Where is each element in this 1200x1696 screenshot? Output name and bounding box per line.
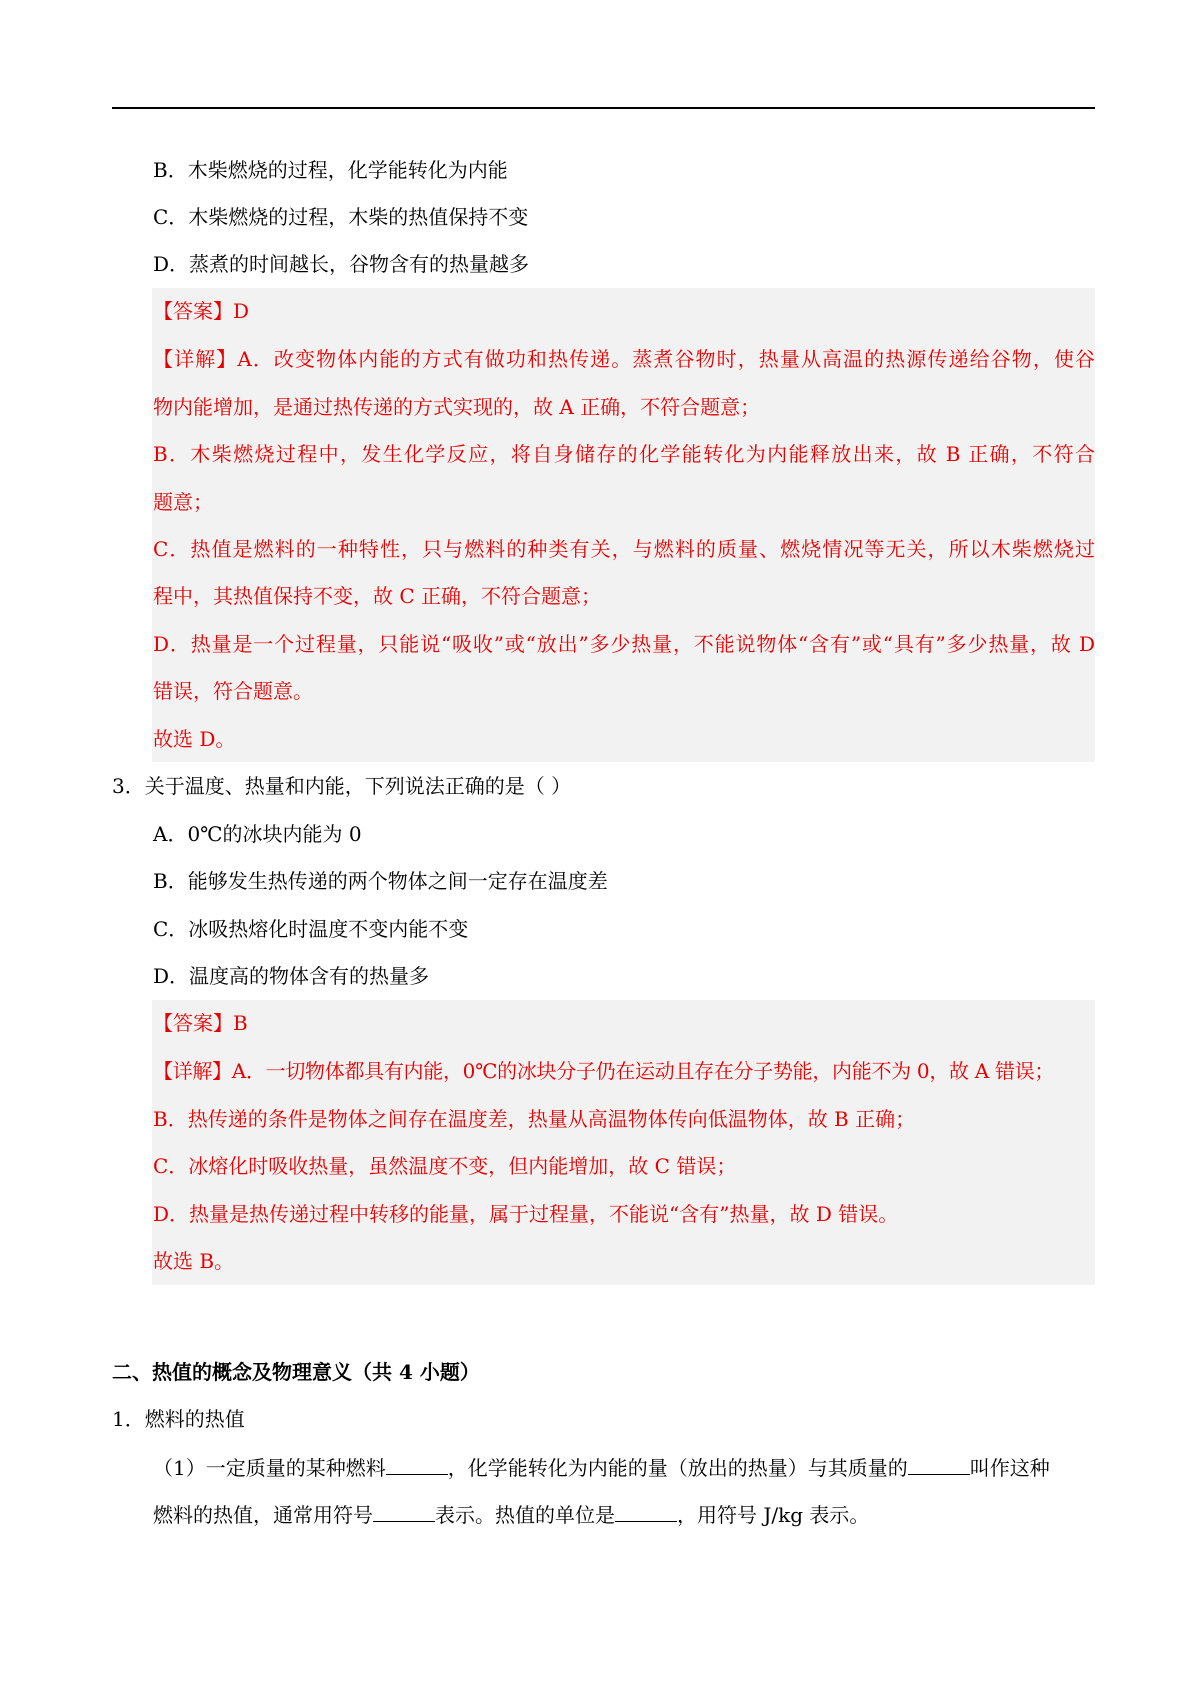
- detail-line: C．热值是燃料的一种特性，只与燃料的种类有关，与燃料的质量、燃烧情况等无关，所以木柴燃烧过: [153, 537, 1095, 561]
- option-d: D．蒸煮的时间越长，谷物含有的热量越多: [153, 252, 530, 276]
- option-a: A．0℃的冰块内能为 0: [153, 822, 362, 846]
- item-heading: 1．燃料的热值: [112, 1407, 245, 1431]
- detail-line: 【详解】A．一切物体都具有内能，0℃的冰块分子仍在运动且存在分子势能，内能不为 0，故 A 错误；: [153, 1059, 1055, 1083]
- detail-line: 错误，符合题意。: [153, 679, 313, 703]
- option-b: B．能够发生热传递的两个物体之间一定存在温度差: [153, 869, 608, 893]
- option-c: C．木柴燃烧的过程，木柴的热值保持不变: [153, 205, 529, 229]
- answer-blank[interactable]: [386, 1454, 448, 1475]
- text-segment: ，化学能转化为内能的量（放出的热量）与其质量的: [447, 1456, 908, 1480]
- detail-line: D．热量是一个过程量，只能说“吸收”或“放出”多少热量，不能说物体“含有”或“具有”多少热量，故 D: [153, 632, 1095, 656]
- answer-box: [152, 1000, 1095, 1285]
- text-segment: 叫作这种: [969, 1456, 1050, 1480]
- section-title: 二、热值的概念及物理意义（共 4 小题）: [112, 1360, 480, 1384]
- conclusion: 故选 B。: [153, 1249, 235, 1273]
- fill-in-paragraph-line-2: [153, 1501, 869, 1528]
- text-segment: ，用符号 J/kg 表示。: [677, 1503, 870, 1527]
- option-c: C．冰吸热熔化时温度不变内能不变: [153, 917, 469, 941]
- detail-line: 题意；: [153, 490, 213, 514]
- question-stem: 3．关于温度、热量和内能，下列说法正确的是（ ）: [112, 774, 572, 798]
- detail-line: B．木柴燃烧过程中，发生化学反应，将自身储存的化学能转化为内能释放出来，故 B 正确，不符合: [153, 442, 1095, 466]
- text-segment: （1）一定质量的某种燃料: [153, 1456, 386, 1480]
- detail-line: 程中，其热值保持不变，故 C 正确，不符合题意；: [153, 584, 602, 608]
- text-segment: 燃料的热值，通常用符号: [153, 1503, 373, 1527]
- answer-blank[interactable]: [373, 1501, 435, 1522]
- option-b: B．木柴燃烧的过程，化学能转化为内能: [153, 158, 508, 182]
- answer-label: 【答案】D: [153, 299, 250, 323]
- fill-in-paragraph-line-1: [153, 1454, 1050, 1481]
- text-segment: 表示。热值的单位是: [435, 1503, 615, 1527]
- detail-line: C．冰熔化时吸收热量，虽然温度不变，但内能增加，故 C 错误；: [153, 1154, 737, 1178]
- detail-line: 物内能增加，是通过热传递的方式实现的，故 A 正确，不符合题意；: [153, 395, 761, 419]
- option-d: D．温度高的物体含有的热量多: [153, 964, 430, 988]
- answer-blank[interactable]: [908, 1454, 970, 1475]
- detail-line: 【详解】A．改变物体内能的方式有做功和热传递。蒸煮谷物时，热量从高温的热源传递给谷物，使谷: [153, 347, 1095, 371]
- detail-line: B．热传递的条件是物体之间存在温度差，热量从高温物体传向低温物体，故 B 正确；: [153, 1107, 916, 1131]
- answer-label: 【答案】B: [153, 1011, 248, 1035]
- answer-blank[interactable]: [615, 1501, 677, 1522]
- conclusion: 故选 D。: [153, 727, 236, 751]
- header-rule: [112, 107, 1095, 109]
- detail-line: D．热量是热传递过程中转移的能量，属于过程量，不能说“含有”热量，故 D 错误。: [153, 1202, 899, 1226]
